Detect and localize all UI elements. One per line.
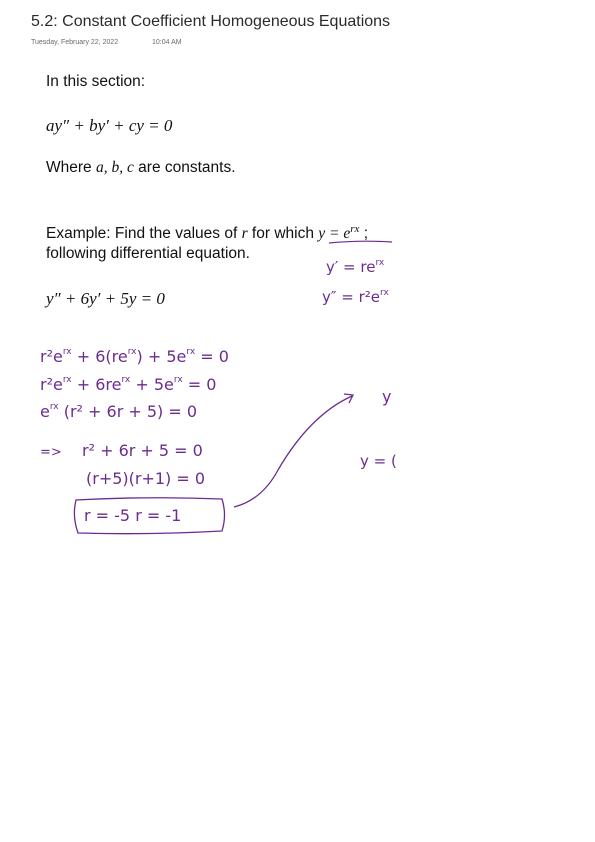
work-line-4: r² + 6r + 5 = 0 [82,441,203,460]
intro-text: In this section: [46,73,146,90]
where-vars: a, b, c [95,159,134,176]
note-time: 10:04 AM [152,39,182,46]
example-cut: ; [359,225,369,243]
example-line-2: following differential equation. [46,245,250,262]
connector-curve [234,396,352,507]
work-line-1: $r^2e^{rx} + 6(re^{rx}) + 5e^{rx} = 0$ [40,347,229,366]
right-y: y [382,387,392,406]
example-equation: y″ + 6y′ + 5y = 0 [46,289,165,308]
general-equation: ay″ + by′ + cy = 0 [46,116,173,135]
connector-arrowhead [344,394,353,403]
work-line-3: $e^{rx}$ (r² + 6r + 5) = 0 [40,402,198,421]
right-y-eq: y = ( [360,452,397,470]
example-prefix: Example: Find the values of [46,225,242,243]
example-trial: y = e [318,225,351,243]
where-suffix: are constants. [133,159,236,176]
where-prefix: Where [46,159,96,176]
example-middle: for which [247,225,319,243]
work-line-5: (r+5)(r+1) = 0 [86,469,206,488]
implies-arrow: => [40,445,62,460]
side-y1: $y' = re^{rx}$ [326,258,385,276]
page-title: 5.2: Constant Coefficient Homogeneous Equations [31,13,391,30]
roots-text: r = -5 r = -1 [84,506,182,525]
example-var: r [241,225,248,243]
side-y2: $y'' = r^2e^{rx}$ [322,288,389,306]
work-line-2: $r^2e^{rx} + 6re^{rx} + 5e^{rx} = 0$ [40,375,217,394]
trial-underline [329,241,392,243]
note-date: Tuesday, February 22, 2022 [31,39,119,46]
example-trial-exp: rx [350,223,360,235]
